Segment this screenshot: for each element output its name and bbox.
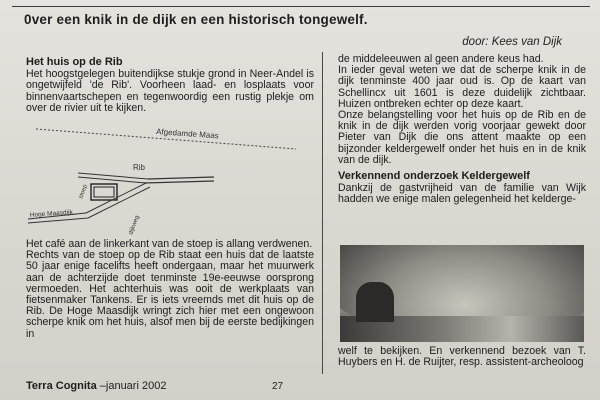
right-column-bottom xyxy=(338,346,586,368)
section-heading-rib: Het huis op de Rib xyxy=(26,56,123,68)
map-label-stoep: stoep xyxy=(78,183,89,200)
article-title: 0ver een knik in de dijk en een historisch tongewelf. xyxy=(24,12,368,27)
paragraph: Het hoogstgelegen buitendijkse stukje grond in Neer-Andel is ongetwijfeld 'de Rib'. Voorheen laad- en losplaats voor binnenvaartschepen en tegenwoordig een rustig plekje om over de rivier uit te kijken. xyxy=(26,68,314,114)
section-heading-keldergewelf: Verkennend onderzoek Keldergewelf xyxy=(338,170,530,183)
top-rule xyxy=(12,6,590,7)
paragraph: welf te bekijken. En verkennend bezoek van T. Huybers en H. de Ruijter, resp. assistent-archeoloog xyxy=(338,345,586,369)
article-author: door: Kees van Dijk xyxy=(462,36,562,48)
publication-name: Terra Cognita xyxy=(26,380,97,392)
paragraph: Rechts van de stoep op de Rib staat een huis dat de laatste 50 jaar enige facelifts heeft ondergaan, maar het muurwerk aan de achterzijde doet tenminste 19e-eeuwse oorsprong vermoeden. Het achterhuis was ooit de werkplaats van fietsenmaker Tankens. Er is iets vreemds met dit huis op de Rib. De Hoge Maasdijk wringt zich hier met een ongewoon scherpe knik om het huis, alsof men bij de eerste bedijkingen in xyxy=(26,249,314,340)
map-label-rib: Rib xyxy=(133,163,146,172)
paragraph: Onze belangstelling voor het huis op de Rib en de knik in de dijk werden vorig voorjaar gewekt door Pieter van Dijk die ons attent maakte op een bijzonder keldergewelf onder het huis en in de knik van de dijk. xyxy=(338,109,586,166)
left-column-continued xyxy=(26,239,314,340)
map-label-river: Afgedamde Maas xyxy=(155,127,220,141)
location-map xyxy=(28,121,298,237)
publication-footer xyxy=(26,380,166,392)
left-column xyxy=(26,57,314,114)
map-label-dijkweg: dijkweg xyxy=(128,214,141,236)
right-column xyxy=(338,54,586,206)
page-number: 27 xyxy=(272,381,284,392)
map-label-dijk: Hoge Maasdijk xyxy=(29,209,74,219)
paragraph: Het café aan de linkerkant van de stoep is allang verdwenen. xyxy=(26,238,313,250)
house-marker xyxy=(91,184,117,200)
issue-date: –januari 2002 xyxy=(99,380,167,392)
cellar-vault-photo xyxy=(340,245,584,342)
column-divider xyxy=(322,52,323,374)
paragraph: In ieder geval weten we dat de scherpe knik in de dijk tenminste 400 jaar oud is. Op de kaart van Schellincx uit 1601 is deze duidelijk zichtbaar. Huizen ontbreken echter op deze kaart. xyxy=(338,64,586,110)
paragraph: Dankzij de gastvrijheid van de familie van Wijk hadden we enige malen gelegenheid het kelderge- xyxy=(338,182,586,206)
paragraph: de middeleeuwen al geen andere keus had. xyxy=(338,53,544,65)
